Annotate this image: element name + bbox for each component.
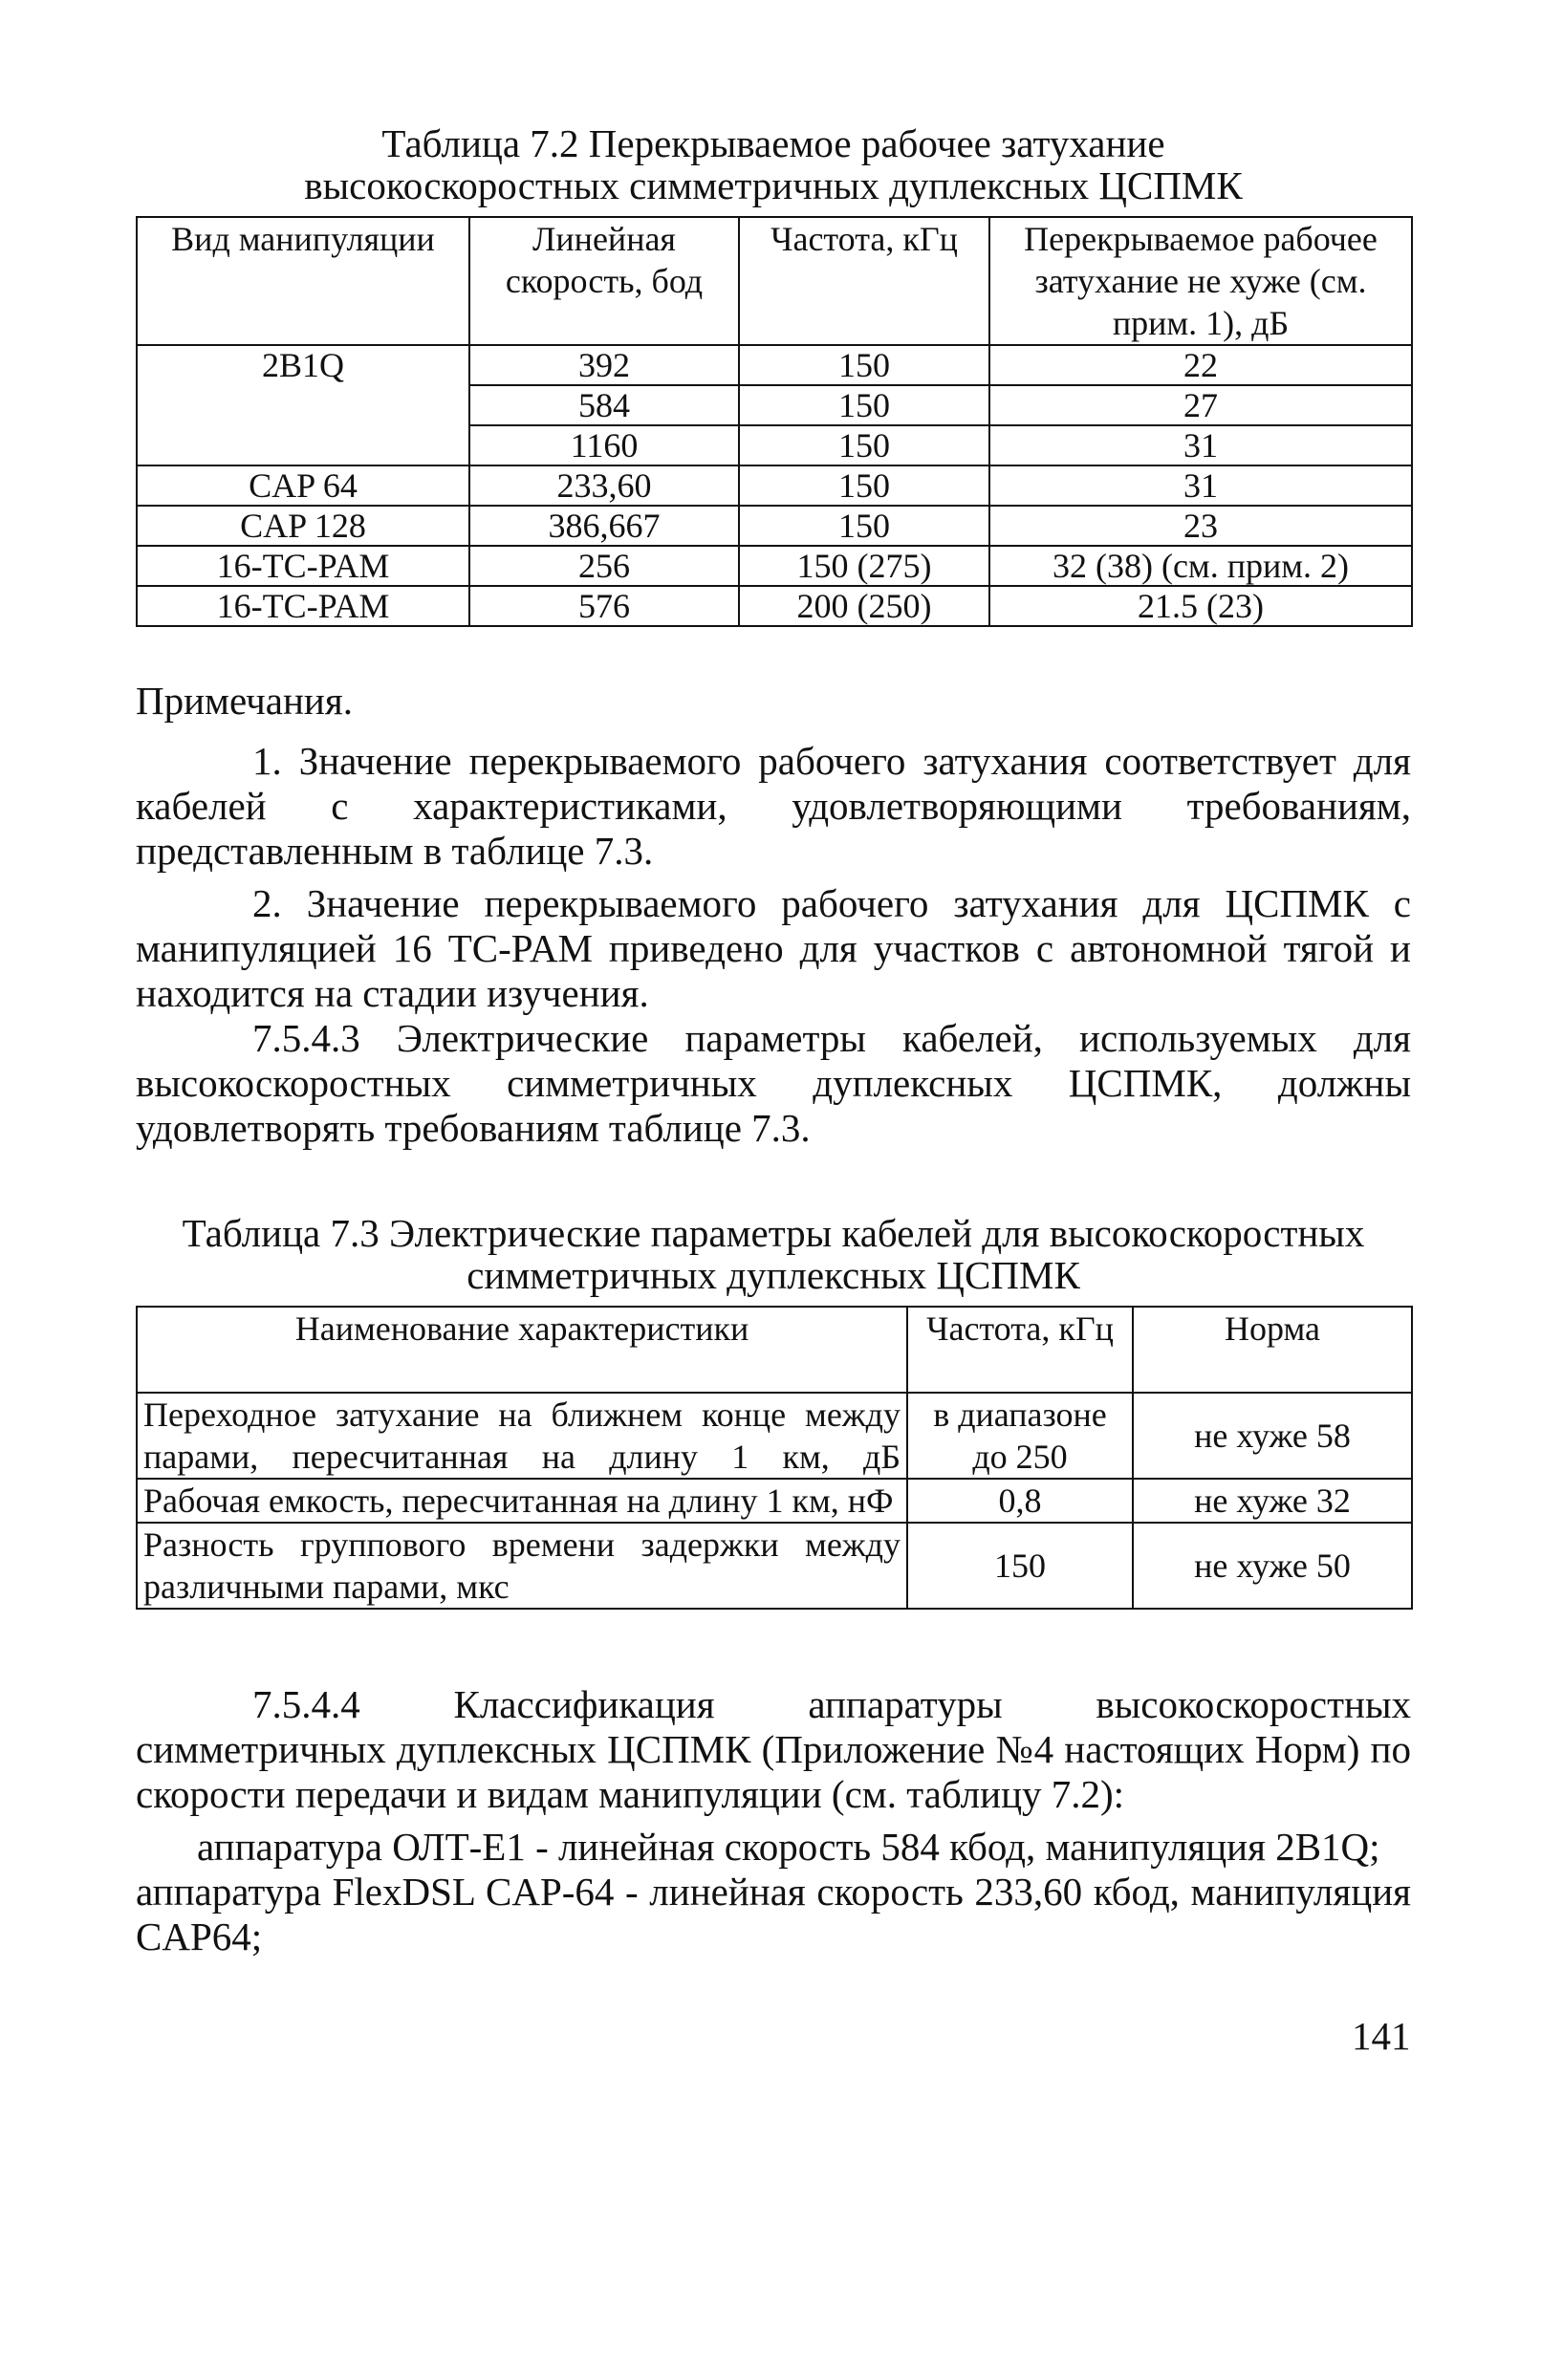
table-cell: 256	[469, 546, 739, 586]
header-cell: Частота, кГц	[907, 1307, 1133, 1393]
table-cell: 27	[989, 385, 1412, 425]
header-cell: Линейная скорость, бод	[469, 217, 739, 345]
table-header-row	[137, 1307, 1412, 1393]
table-row	[137, 1393, 1412, 1479]
table-row	[137, 1479, 1412, 1523]
table-cell: не хуже 32	[1133, 1479, 1412, 1523]
table-cell: Рабочая емкость, пересчитанная на длину 1 км, нФ	[137, 1479, 907, 1523]
table-cell: не хуже 58	[1133, 1393, 1412, 1479]
table-cell: 392	[469, 345, 739, 385]
table-7-3-caption	[136, 1212, 1411, 1296]
table-cell: 22	[989, 345, 1412, 385]
table-cell: 32 (38) (см. прим. 2)	[989, 546, 1412, 586]
table-cell: Разность группового времени задержки между различными парами, мкс	[137, 1523, 907, 1609]
table-cell: 16-TC-PAM	[137, 546, 469, 586]
paragraph-7-5-4-4: 7.5.4.4 Классификация аппаратуры высокоскоростных симметричных дуплексных ЦСПМК (Приложение №4 настоящих Норм) по скорости передачи и видам манипуляции (см. таблицу 7.2):	[136, 1682, 1411, 1816]
table-cell: 2B1Q	[137, 345, 469, 465]
table-cell: 16-TC-PAM	[137, 586, 469, 626]
table-cell: Переходное затухание на ближнем конце между парами, пересчитанная на длину 1 км, дБ	[137, 1393, 907, 1479]
table-cell: 150	[739, 425, 989, 465]
table-7-3	[136, 1306, 1413, 1610]
equipment-item: аппаратура ОЛТ-Е1 - линейная скорость 584 кбод, манипуляция 2B1Q;	[197, 1825, 1380, 1869]
table-row	[137, 586, 1412, 626]
table-7-2	[136, 216, 1413, 627]
table-cell: 576	[469, 586, 739, 626]
table-cell: 150	[907, 1523, 1133, 1609]
table-cell: 31	[989, 425, 1412, 465]
caption-line: симметричных дуплексных ЦСПМК	[467, 1253, 1080, 1297]
table-cell: 386,667	[469, 506, 739, 546]
table-cell: 584	[469, 385, 739, 425]
table-cell: 31	[989, 465, 1412, 506]
table-cell: 150	[739, 345, 989, 385]
table-row	[137, 345, 1412, 385]
notes-block	[136, 679, 1411, 1151]
caption-line: высокоскоростных симметричных дуплексных ЦСПМК	[304, 163, 1243, 207]
table-cell: 150	[739, 465, 989, 506]
table-header-row	[137, 217, 1412, 345]
table-cell: в диапазоне до 250	[907, 1393, 1133, 1479]
table-row	[137, 465, 1412, 506]
table-cell: CAP 128	[137, 506, 469, 546]
header-cell: Перекрываемое рабочее затухание не хуже (см. прим. 1), дБ	[989, 217, 1412, 345]
table-cell: 150	[739, 385, 989, 425]
table-cell: 23	[989, 506, 1412, 546]
notes-title: Примечания.	[136, 679, 353, 723]
table-cell: 0,8	[907, 1479, 1133, 1523]
table-row	[137, 1523, 1412, 1609]
header-cell: Вид манипуляции	[137, 217, 469, 345]
table-cell: не хуже 50	[1133, 1523, 1412, 1609]
table-cell: 1160	[469, 425, 739, 465]
note-item: 1. Значение перекрываемого рабочего затухания соответствует для кабелей с характеристиками, удовлетворяющими требованиям, представленным в таблице 7.3.	[136, 739, 1411, 873]
table-cell: CAP 64	[137, 465, 469, 506]
table-row	[137, 506, 1412, 546]
paragraph-7-5-4-3: 7.5.4.3 Электрические параметры кабелей, используемых для высокоскоростных симметричных дуплексных ЦСПМК, должны удовлетворять требованиям таблице 7.3.	[136, 1016, 1411, 1150]
caption-line: Таблица 7.3 Электрические параметры кабелей для высокоскоростных	[182, 1211, 1365, 1255]
note-item: 2. Значение перекрываемого рабочего затухания для ЦСПМК с манипуляцией 16 TC-PAM приведено для участков с автономной тягой и находится на стадии изучения.	[136, 881, 1411, 1015]
table-cell: 200 (250)	[739, 586, 989, 626]
table-cell: 233,60	[469, 465, 739, 506]
caption-line: Таблица 7.2 Перекрываемое рабочее затухание	[381, 121, 1165, 165]
page-number: 141	[1352, 2014, 1411, 2058]
equipment-item: аппаратура FlexDSL CAP-64 - линейная скорость 233,60 кбод, манипуляция CAP64;	[136, 1870, 1411, 1958]
header-cell: Норма	[1133, 1307, 1412, 1393]
header-cell: Частота, кГц	[739, 217, 989, 345]
header-cell: Наименование характеристики	[137, 1307, 907, 1393]
table-cell: 21.5 (23)	[989, 586, 1412, 626]
table-row	[137, 546, 1412, 586]
table-7-2-caption	[136, 122, 1411, 206]
classification-block	[136, 1682, 1411, 1959]
table-cell: 150	[739, 506, 989, 546]
table-cell: 150 (275)	[739, 546, 989, 586]
